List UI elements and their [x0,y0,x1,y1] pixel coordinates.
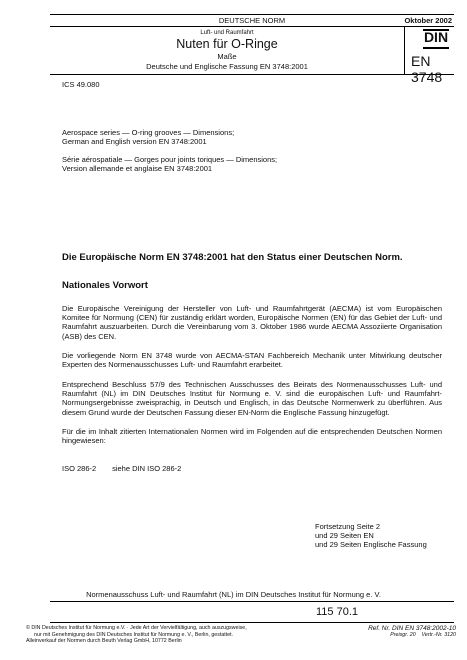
footer-divider [50,622,454,623]
din-logo: DIN [423,30,449,49]
iso-reference: ISO 286-2 [62,464,97,473]
continuation-line1: Fortsetzung Seite 2 [315,522,381,531]
english-title [62,128,442,146]
footer-divider [50,601,454,602]
version-line: Deutsche und Englische Fassung EN 3748:2001 [146,62,308,71]
copyright-line3: Alleinverkauf der Normen durch Beuth Verlag GmbH, 10772 Berlin [26,638,182,644]
page-code: 115 70.1 [316,606,359,618]
copyright-line1: © DIN Deutsches Institut für Normung e.V. · Jede Art der Vervielfältigung, auch auszugsweise, [26,625,247,631]
committee-line: Normenausschuss Luft- und Raumfahrt (NL) im DIN Deutsches Institut für Normung e. V. [86,590,381,599]
english-title-line2: German and English version EN 3748:2001 [62,137,207,146]
norm-type-label: DEUTSCHE NORM [218,16,286,25]
document-title: Nuten für O-Ringe [176,37,278,51]
continuation-note [315,522,455,549]
foreword-heading: Nationales Vorwort [62,280,148,291]
price-info [316,632,456,639]
sales-number: Vertr.-Nr. 3120 [421,632,456,638]
continuation-line3: und 29 Seiten Englische Fassung [315,540,427,549]
field-label: Luft- und Raumfahrt [200,30,254,36]
reference-row [62,464,181,473]
document-subtitle: Maße [217,52,237,61]
french-title-line2: Version allemande et anglaise EN 3748:2001 [62,164,213,173]
title-divider [404,26,405,74]
price-group: Preisgr. 20 [390,632,416,638]
foreword-paragraph: Die Europäische Vereinigung der Hersteller von Luft- und Raumfahrtgerät (AECMA) ist vom Europäischen Komitee für Normung (CEN) für zuständig erklärt worden, Europäische Normen (EN) für das Gebiet der Luft- und Raumfahrt auszuarbeiten. Durch die Vereinbarung vom 3. Oktober 1986 wurde AECMA Assoziierte Organisation (ASB) des CEN. [62,304,442,341]
standard-number: EN 3748 [411,53,443,85]
copyright-notice [26,625,326,645]
foreword-paragraph: Für die im Inhalt zitierten Internationalen Normen wird im Folgenden auf die entsprechenden Deutschen Normen hingewiesen: [62,427,442,446]
reference-number: Ref. Nr. DIN EN 3748:2002-10 [368,625,456,632]
copyright-line2: nur mit Genehmigung des DIN Deutsches Institut für Normung e. V., Berlin, gestattet. [34,631,234,638]
status-statement: Die Europäische Norm EN 3748:2001 hat den Status einer Deutschen Norm. [62,252,403,263]
foreword-paragraph: Die vorliegende Norm EN 3748 wurde von AECMA-STAN Fachbereich Mechanik unter Mitwirkung deutscher Experten des Normenausschusses Luft- und Raumfahrt erarbeitet. [62,351,442,370]
ics-code: ICS 49.080 [62,80,100,89]
french-title-line1: Série aérospatiale — Gorges pour joints toriques — Dimensions; [62,155,278,164]
continuation-line2: und 29 Seiten EN [315,531,374,540]
english-title-line1: Aerospace series — O-ring grooves — Dimensions; [62,128,235,137]
french-title [62,155,442,173]
publication-date: Oktober 2002 [404,16,452,25]
foreword-paragraph: Entsprechend Beschluss 57/9 des Technischen Ausschusses des Beirats des Normenausschusses Luft- und Raumfahrt (NL) im DIN Deutsches Institut für Normung e. V. sind die europäischen Luft- und Raumfahrt-Normungsergebnisse zweisprachig, in Deutsch und Englisch, in das Deutsche Normenwerk zu überführen. Aus diesem Grund wurde der Deutschen Fassung dieser EN-Norm die Englische Fassung hinzugefügt. [62,380,442,417]
din-reference: siehe DIN ISO 286-2 [112,464,182,473]
reference-box [316,625,456,639]
